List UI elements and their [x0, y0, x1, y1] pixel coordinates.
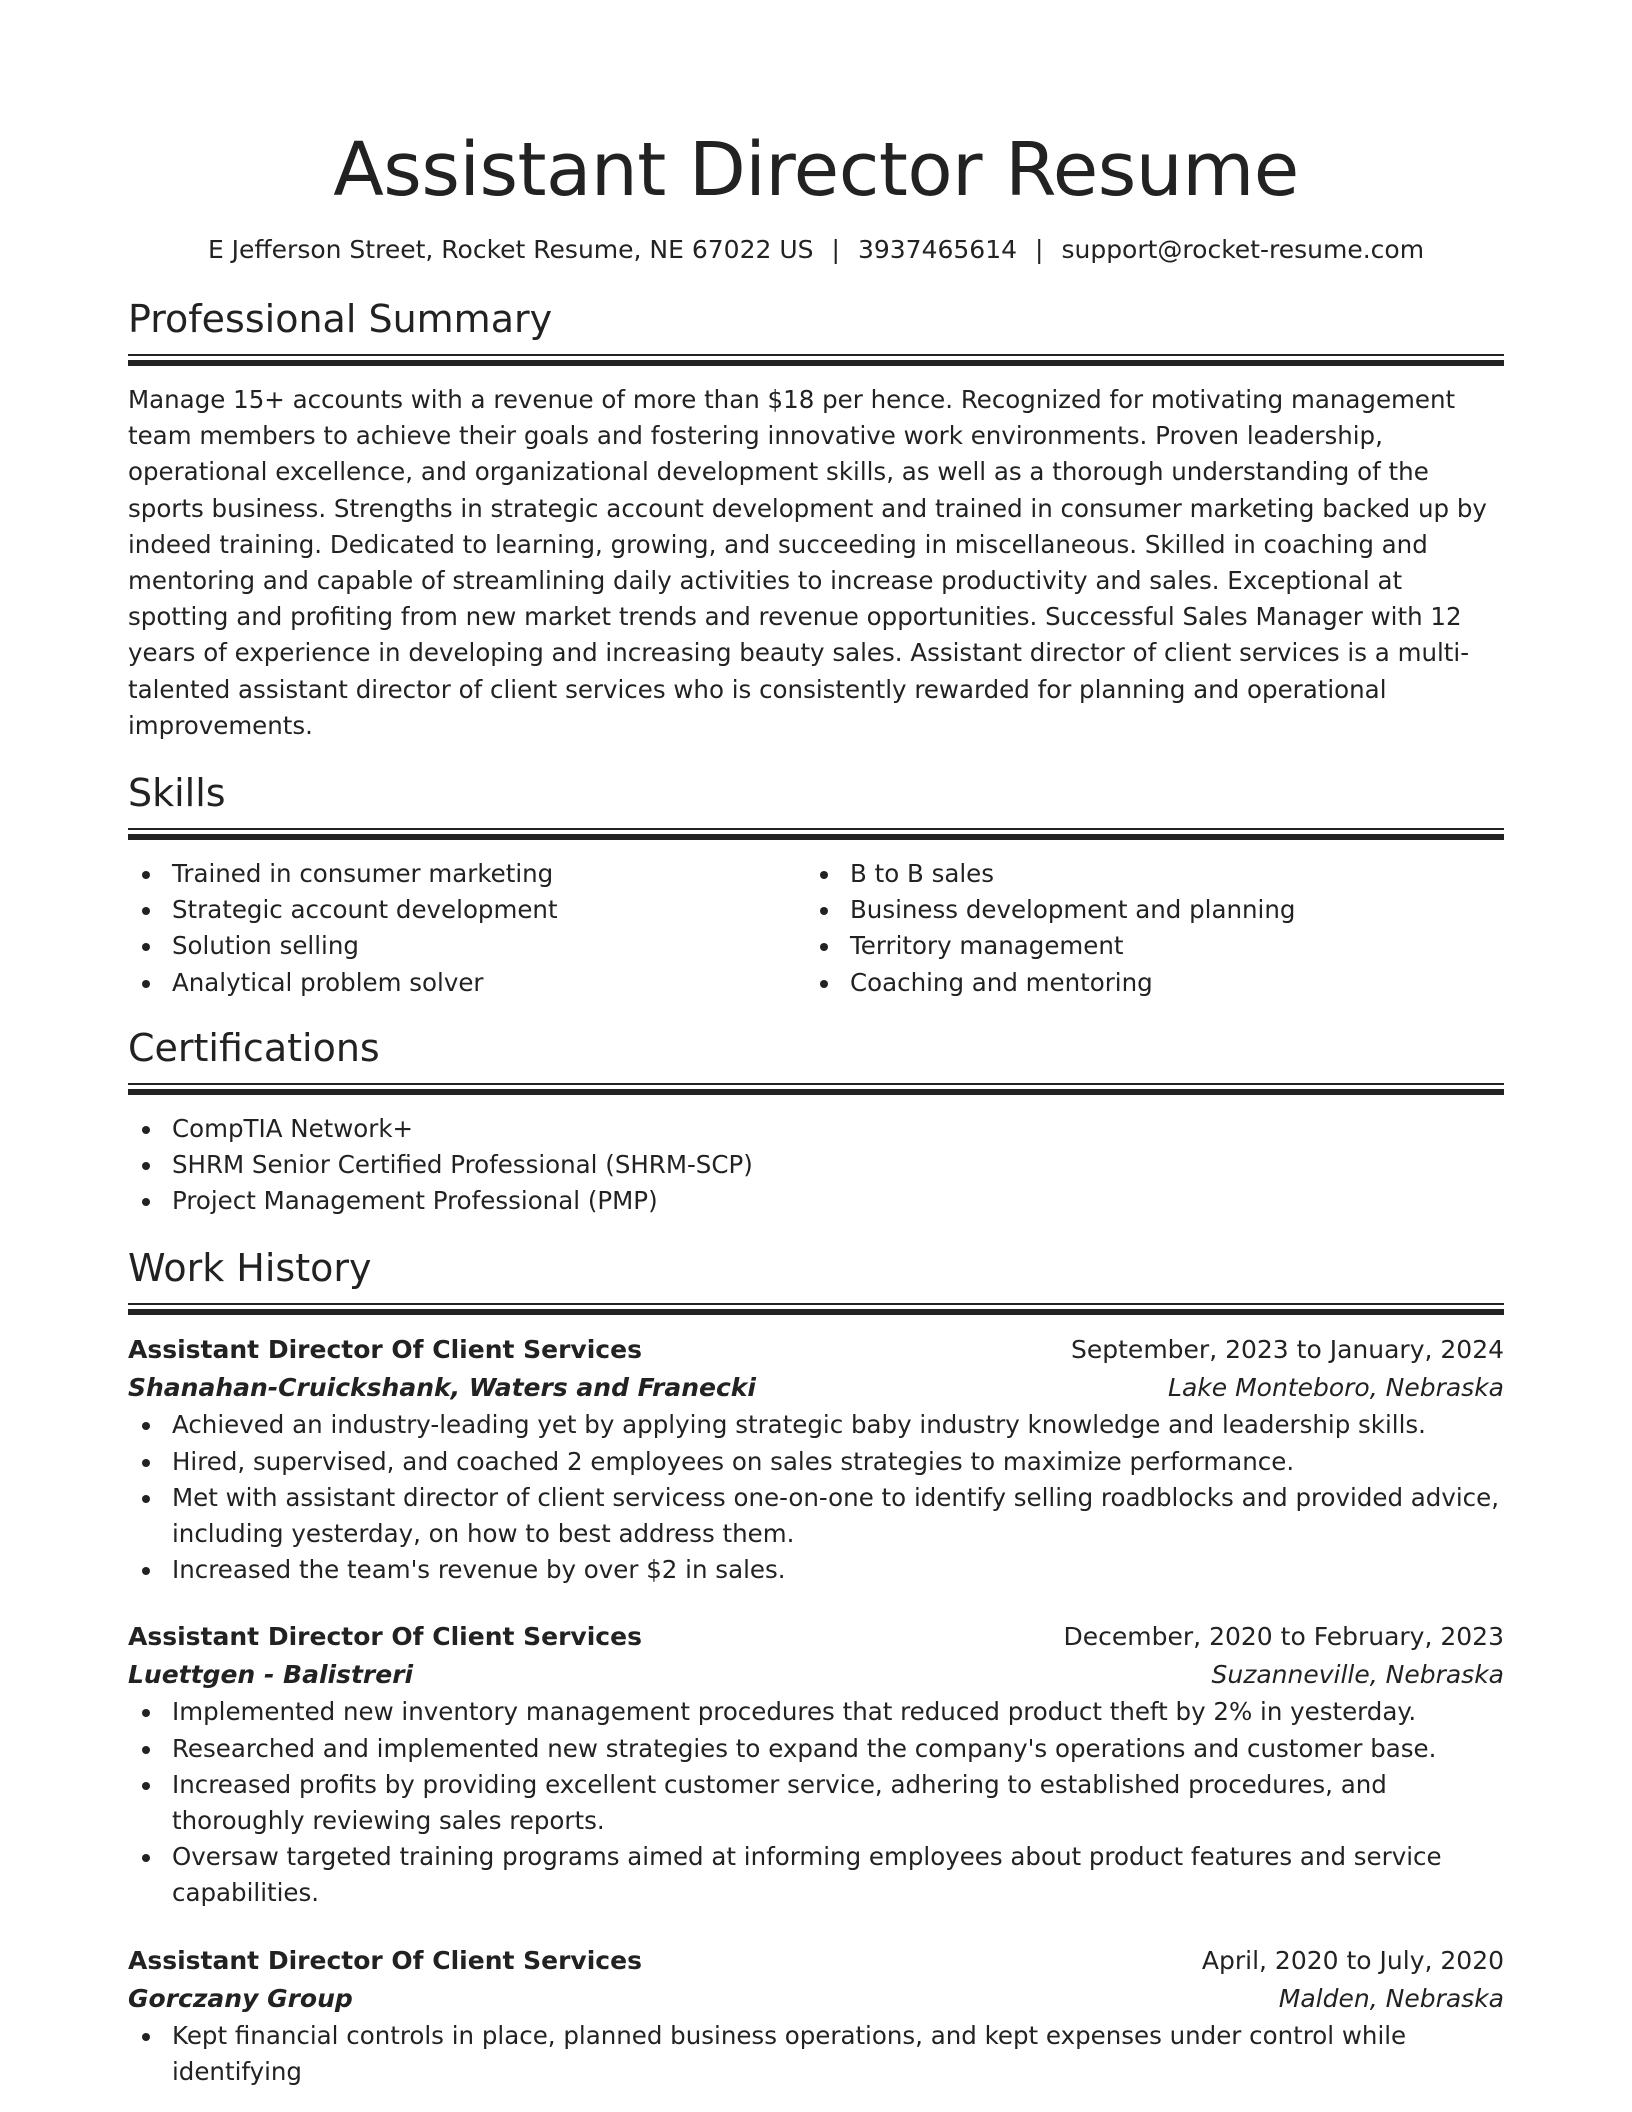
contact-email: support@rocket-resume.com	[1061, 235, 1425, 264]
certification-item: CompTIA Network+	[128, 1111, 1504, 1147]
skill-item: Trained in consumer marketing	[128, 856, 806, 892]
bullet-dot	[820, 871, 828, 879]
job-entry	[128, 1618, 1504, 1911]
job-bullet: Kept financial controls in place, planned business operations, and kept expenses under control while identifying	[128, 2018, 1504, 2090]
skill-item: Territory management	[806, 928, 1484, 964]
bullet-dot	[142, 1162, 150, 1170]
job-bullet: Oversaw targeted training programs aimed at informing employees about product features and service capabilities.	[128, 1839, 1504, 1911]
job-title: Assistant Director Of Client Services	[128, 1945, 642, 1975]
bullet-dot	[142, 1782, 150, 1790]
section-heading-work-history: Work History	[128, 1246, 372, 1291]
bullet-dot	[820, 980, 828, 988]
skill-item: B to B sales	[806, 856, 1484, 892]
skills-column-left	[128, 856, 806, 1001]
skills-grid	[128, 856, 1504, 1001]
job-bullets	[128, 1694, 1504, 1911]
section-heading-certifications: Certifications	[128, 1025, 380, 1070]
job-company: Luettgen - Balistreri	[128, 1660, 414, 1690]
certification-item: SHRM Senior Certified Professional (SHRM-SCP)	[128, 1147, 1504, 1183]
bullet-dot	[142, 1567, 150, 1575]
bullet-dot	[820, 943, 828, 951]
job-title: Assistant Director Of Client Services	[128, 1335, 642, 1365]
section-divider	[128, 1303, 1504, 1315]
bullet-dot	[142, 1198, 150, 1206]
contact-separator: |	[1035, 235, 1044, 264]
job-bullet: Researched and implemented new strategies to expand the company's operations and customer base.	[128, 1731, 1504, 1767]
job-location: Malden, Nebraska	[1278, 1983, 1504, 2013]
contact-phone: 3937465614	[857, 235, 1018, 264]
work-history-section	[128, 1243, 1504, 2090]
resume-content	[128, 120, 1504, 2090]
contact-separator: |	[831, 235, 840, 264]
contact-line	[128, 232, 1504, 268]
certifications-section	[128, 1023, 1504, 1220]
bullet-dot	[142, 1126, 150, 1134]
bullet-dot	[142, 1459, 150, 1467]
skill-item: Business development and planning	[806, 892, 1484, 928]
skill-item: Solution selling	[128, 928, 806, 964]
certifications-list	[128, 1111, 1504, 1220]
job-company: Gorczany Group	[128, 1983, 353, 2013]
bullet-dot	[142, 1746, 150, 1754]
job-bullet: Increased profits by providing excellent customer service, adhering to established procedures, and thoroughly reviewing sales reports.	[128, 1767, 1504, 1839]
bullet-dot	[142, 1854, 150, 1862]
contact-address: E Jefferson Street, Rocket Resume, NE 67022 US	[207, 235, 814, 264]
bullet-dot	[142, 1422, 150, 1430]
summary-section	[128, 294, 1504, 744]
section-divider	[128, 828, 1504, 840]
job-entry	[128, 1331, 1504, 1588]
job-bullet: Implemented new inventory management procedures that reduced product theft by 2% in yesterday.	[128, 1694, 1504, 1730]
bullet-dot	[142, 943, 150, 951]
skills-section	[128, 768, 1504, 1001]
job-bullet: Achieved an industry-leading yet by applying strategic baby industry knowledge and leadership skills.	[128, 1407, 1504, 1443]
section-divider	[128, 1083, 1504, 1095]
skill-item: Analytical problem solver	[128, 965, 806, 1001]
job-entry	[128, 1942, 1504, 2090]
bullet-dot	[142, 2033, 150, 2041]
job-bullets	[128, 2018, 1504, 2090]
job-company: Shanahan-Cruickshank, Waters and Franecki	[128, 1373, 756, 1403]
skills-column-right	[806, 856, 1484, 1001]
job-location: Suzanneville, Nebraska	[1211, 1660, 1504, 1690]
job-bullets	[128, 1407, 1504, 1588]
bullet-dot	[142, 1495, 150, 1503]
job-location: Lake Monteboro, Nebraska	[1168, 1373, 1504, 1403]
job-bullet: Increased the team's revenue by over $2 in sales.	[128, 1552, 1504, 1588]
section-heading-summary: Professional Summary	[128, 297, 553, 341]
skill-item: Strategic account development	[128, 892, 806, 928]
job-dates: September, 2023 to January, 2024	[1071, 1335, 1504, 1365]
bullet-dot	[142, 907, 150, 915]
bullet-dot	[142, 1709, 150, 1717]
bullet-dot	[142, 980, 150, 988]
job-bullet: Met with assistant director of client servicess one-on-one to identify selling roadblocks and provided advice, including yesterday, on how to best address them.	[128, 1480, 1504, 1552]
section-heading-skills: Skills	[128, 771, 226, 816]
certification-item: Project Management Professional (PMP)	[128, 1183, 1504, 1219]
bullet-dot	[820, 907, 828, 915]
resume-title: Assistant Director Resume	[333, 127, 1299, 213]
job-dates: April, 2020 to July, 2020	[1201, 1945, 1504, 1975]
job-bullet: Hired, supervised, and coached 2 employees on sales strategies to maximize performance.	[128, 1444, 1504, 1480]
section-divider	[128, 354, 1504, 366]
skill-item: Coaching and mentoring	[806, 965, 1484, 1001]
job-title: Assistant Director Of Client Services	[128, 1622, 642, 1652]
job-dates: December, 2020 to February, 2023	[1063, 1622, 1504, 1652]
summary-text: Manage 15+ accounts with a revenue of more than $18 per hence. Recognized for motivating management team members to achieve their goals and fostering innovative work environments. Proven leadership, operational excellence, and organizational development skills, as well as a thorough understanding of the sports business. Strengths in strategic account development and trained in consumer marketing backed up by indeed training. Dedicated to learning, growing, and succeeding in miscellaneous. Skilled in coaching and mentoring and capable of streamlining daily activities to increase productivity and sales. Exceptional at spotting and profiting from new market trends and revenue opportunities. Successful Sales Manager with 12 years of experience in developing and increasing beauty sales. Assistant director of client services is a multi-talented assistant director of client services who is consistently rewarded for planning and operational improvements.	[128, 385, 1487, 740]
bullet-dot	[142, 871, 150, 879]
